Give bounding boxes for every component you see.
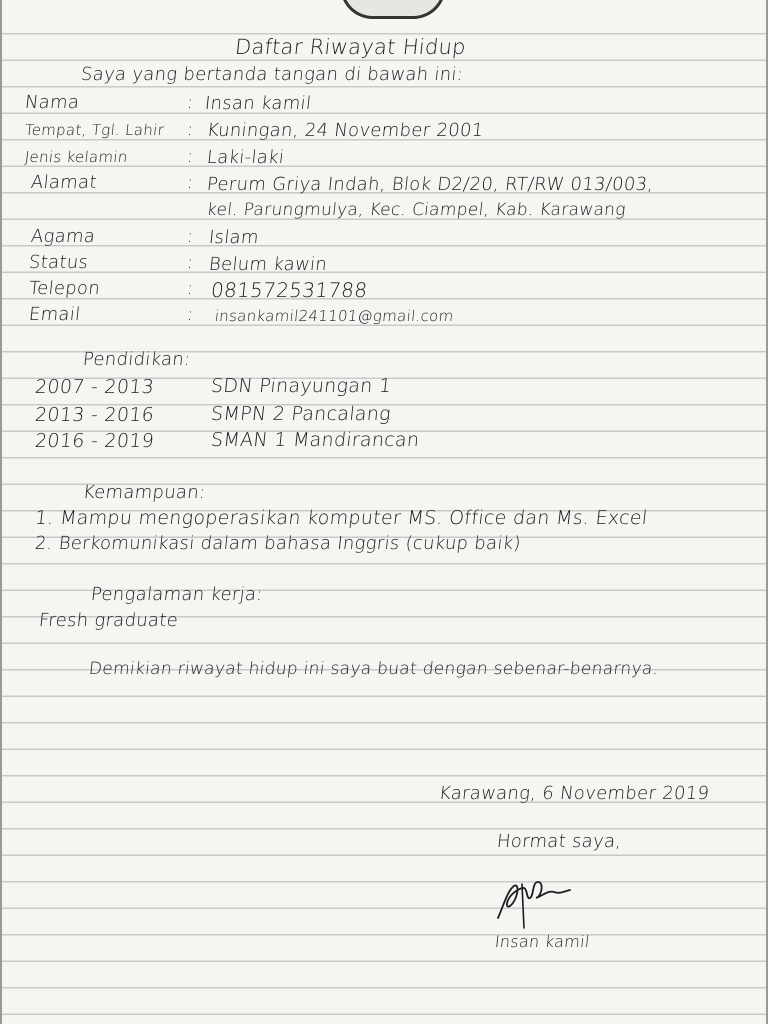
paper-left-edge — [0, 0, 2, 1024]
colon: : — [185, 172, 195, 193]
education-school: SMPN 2 Pancalang — [209, 403, 393, 425]
skill-item: 1. Mampu mengoperasikan komputer MS. Office dan Ms. Excel — [33, 507, 649, 529]
colon: : — [185, 304, 195, 325]
label-agama: Agama — [29, 226, 97, 247]
skills-heading: Kemampuan: — [81, 482, 207, 503]
closing-statement: Demikian riwayat hidup ini saya buat dengan sebenar-benarnya. — [87, 659, 660, 679]
label-status: Status — [27, 252, 90, 273]
value-email: insankamil241101@gmail.com — [213, 307, 455, 325]
place-date: Karawang, 6 November 2019 — [437, 783, 711, 804]
experience-heading: Pengalaman kerja: — [89, 584, 264, 605]
experience-value: Fresh graduate — [37, 610, 180, 631]
education-years: 2007 - 2013 — [33, 376, 156, 398]
label-jenis-kelamin: Jenis kelamin — [23, 148, 129, 166]
colon: : — [185, 92, 195, 113]
signature-mark — [492, 870, 572, 930]
value-jenis-kelamin: Laki-laki — [205, 147, 286, 168]
document-title: Daftar Riwayat Hidup — [233, 35, 468, 59]
colon: : — [185, 278, 195, 299]
label-nama: Nama — [23, 92, 81, 113]
education-school: SDN Pinayungan 1 — [209, 375, 393, 397]
education-years: 2016 - 2019 — [33, 430, 156, 452]
regards: Hormat saya, — [495, 831, 623, 852]
skill-item: 2. Berkomunikasi dalam bahasa Inggris (cukup baik) — [33, 533, 522, 554]
intro-text: Saya yang bertanda tangan di bawah ini: — [79, 64, 465, 85]
colon: : — [185, 146, 195, 167]
label-email: Email — [27, 304, 82, 325]
binder-clip — [340, 0, 446, 19]
education-heading: Pendidikan: — [81, 349, 192, 370]
colon: : — [185, 119, 195, 140]
value-alamat-1: Perum Griya Indah, Blok D2/20, RT/RW 013/003, — [205, 174, 655, 195]
value-telepon: 081572531788 — [209, 278, 369, 302]
label-ttl: Tempat, Tgl. Lahir — [23, 121, 166, 139]
value-agama: Islam — [207, 227, 260, 248]
colon: : — [185, 252, 195, 273]
education-school: SMAN 1 Mandirancan — [209, 429, 421, 451]
value-status: Belum kawin — [207, 254, 329, 275]
label-telepon: Telepon — [27, 278, 102, 299]
education-years: 2013 - 2016 — [33, 404, 156, 426]
signer-name: Insan kamil — [493, 932, 591, 951]
label-alamat: Alamat — [29, 172, 98, 193]
value-ttl: Kuningan, 24 November 2001 — [205, 120, 485, 141]
value-nama: Insan kamil — [203, 93, 313, 114]
value-alamat-2: kel. Parungmulya, Kec. Ciampel, Kab. Karawang — [205, 200, 627, 220]
colon: : — [185, 226, 195, 247]
